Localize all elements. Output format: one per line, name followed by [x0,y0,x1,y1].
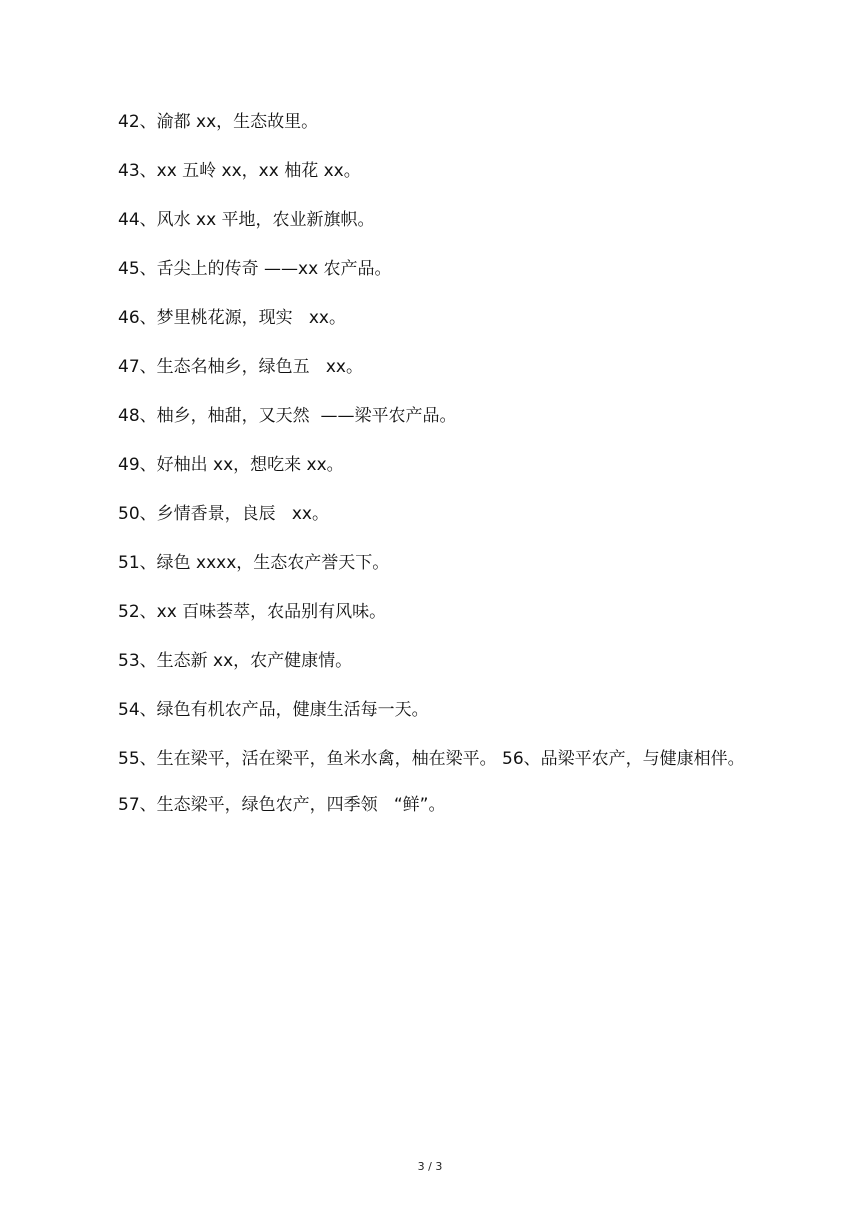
page-number: 3 / 3 [417,1160,443,1173]
slogan-line-49: 49、好柚出 xx，想吃来 xx。 [118,455,344,475]
slogan-line-52: 52、xx 百味荟萃，农品别有风味。 [118,602,387,622]
slogan-line-46: 46、梦里桃花源，现实 xx。 [118,308,346,328]
slogan-list [78,110,768,842]
slogan-line-50: 50、乡情香景，良辰 xx。 [118,504,329,524]
slogan-line-47: 47、生态名柚乡，绿色五 xx。 [118,357,363,377]
slogan-line-45: 45、舌尖上的传奇 ——xx 农产品。 [118,259,392,279]
slogan-line-53: 53、生态新 xx，农产健康情。 [118,651,353,671]
slogan-line-48: 48、柚乡，柚甜，又天然 ——梁平农产品。 [118,406,457,426]
slogan-line-57: 57、生态梁平，绿色农产，四季领 “鲜”。 [118,795,446,815]
slogan-line-44: 44、风水 xx 平地，农业新旗帜。 [118,210,375,230]
slogan-line-42: 42、渝都 xx，生态故里。 [118,112,319,132]
slogan-line-43: 43、xx 五岭 xx，xx 柚花 xx。 [118,161,361,181]
slogan-line-54: 54、绿色有机农产品，健康生活每一天。 [118,700,429,720]
slogan-line-51: 51、绿色 xxxx，生态农产誉天下。 [118,553,390,573]
slogan-line-55-56: 55、生在梁平，活在梁平，鱼米水禽，柚在梁平。 56、品梁平农产，与健康相伴。 [118,749,745,769]
